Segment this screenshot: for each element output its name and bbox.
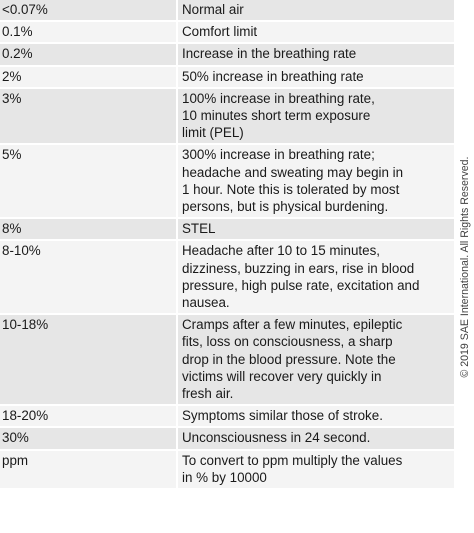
effect-cell: To convert to ppm multiply the values in % by 10000 bbox=[176, 451, 454, 488]
effect-cell: 100% increase in breathing rate, 10 minutes short term exposure limit (PEL) bbox=[176, 89, 454, 144]
concentration-cell: 3% bbox=[2, 90, 22, 106]
table-row bbox=[0, 219, 454, 241]
table-row bbox=[0, 406, 454, 428]
effect-cell: Comfort limit bbox=[176, 22, 454, 42]
table-row bbox=[0, 241, 454, 315]
concentration-cell: 0.1% bbox=[2, 24, 33, 40]
concentration-cell: 2% bbox=[2, 68, 22, 84]
effect-cell: 50% increase in breathing rate bbox=[176, 67, 454, 87]
concentration-cell: <0.07% bbox=[2, 2, 48, 17]
effect-cell: Headache after 10 to 15 minutes, dizziness, buzzing in ears, rise in blood pressure, high pulse rate, excitation and nausea. bbox=[176, 241, 454, 313]
concentration-cell: 5% bbox=[2, 147, 22, 163]
concentration-cell: ppm bbox=[2, 452, 29, 468]
effect-cell: Cramps after a few minutes, epileptic fits, loss on consciousness, a sharp drop in the blood pressure. Note the victims will recover very quickly in fresh air. bbox=[176, 315, 454, 404]
copyright-text: © 2019 SAE International. All Rights Reserved. bbox=[459, 156, 471, 377]
effect-cell: Increase in the breathing rate bbox=[176, 44, 454, 64]
effect-cell: STEL bbox=[176, 219, 454, 239]
effect-cell: Normal air bbox=[176, 0, 454, 20]
table-row bbox=[0, 67, 454, 89]
concentration-cell: 30% bbox=[2, 430, 29, 446]
table-row bbox=[0, 89, 454, 146]
concentration-cell: 0.2% bbox=[2, 46, 33, 62]
table-row bbox=[0, 44, 454, 66]
concentration-cell: 10-18% bbox=[2, 317, 49, 333]
concentration-cell: 8% bbox=[2, 221, 22, 237]
copyright-credit bbox=[456, 0, 474, 533]
table-row bbox=[0, 22, 454, 44]
concentration-cell: 18-20% bbox=[2, 408, 49, 424]
table-row bbox=[0, 0, 454, 22]
effect-cell: 300% increase in breathing rate; headache and sweating may begin in 1 hour. Note this is tolerated by most persons, but is physical burdening. bbox=[176, 145, 454, 217]
table-row bbox=[0, 428, 454, 450]
table-row bbox=[0, 145, 454, 219]
concentration-cell: 8-10% bbox=[2, 243, 41, 259]
table-row bbox=[0, 451, 454, 490]
table-row bbox=[0, 315, 454, 406]
effect-cell: Symptoms similar those of stroke. bbox=[176, 406, 454, 426]
effect-cell: Unconsciousness in 24 second. bbox=[176, 428, 454, 448]
